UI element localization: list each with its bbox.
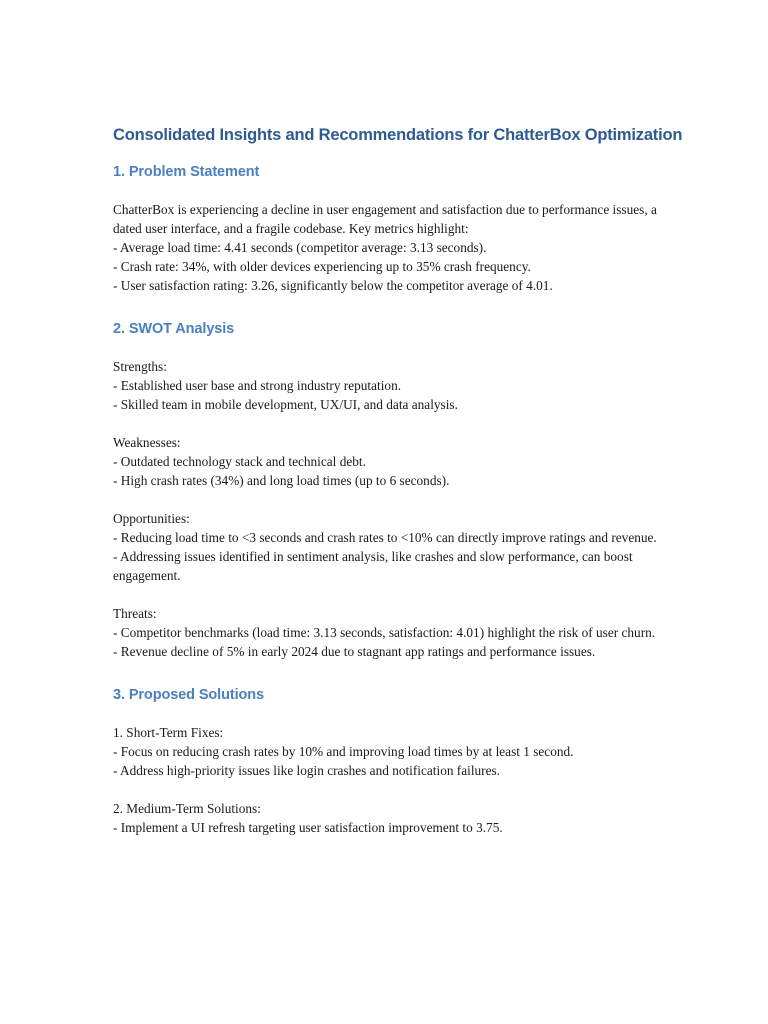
section-heading: 2. SWOT Analysis bbox=[113, 321, 235, 337]
text-line: - Outdated technology stack and technical debt. bbox=[113, 454, 366, 469]
paragraph bbox=[113, 509, 658, 585]
section-gap bbox=[113, 295, 658, 319]
text-line: - Crash rate: 34%, with older devices experiencing up to 35% crash frequency. bbox=[113, 259, 531, 274]
paragraph-gap bbox=[113, 490, 658, 509]
text-line: - Skilled team in mobile development, UX/UI, and data analysis. bbox=[113, 397, 458, 412]
paragraph bbox=[113, 433, 658, 490]
document-page bbox=[113, 124, 683, 837]
text-line: - Focus on reducing crash rates by 10% and improving load times by at least 1 second. bbox=[113, 744, 574, 759]
text-line: 1. Short-Term Fixes: bbox=[113, 725, 224, 740]
text-line: - Revenue decline of 5% in early 2024 due to stagnant app ratings and performance issues. bbox=[113, 644, 596, 659]
text-line: - User satisfaction rating: 3.26, significantly below the competitor average of 4.01. bbox=[113, 278, 553, 293]
section-heading: 3. Proposed Solutions bbox=[113, 687, 264, 703]
paragraph bbox=[113, 357, 658, 414]
text-line: - Competitor benchmarks (load time: 3.13 seconds, satisfaction: 4.01) highlight the risk of user churn. bbox=[113, 625, 656, 640]
text-line: - High crash rates (34%) and long load times (up to 6 seconds). bbox=[113, 473, 450, 488]
paragraph bbox=[113, 604, 658, 661]
text-line: Weaknesses: bbox=[113, 435, 181, 450]
section-heading: 1. Problem Statement bbox=[113, 164, 260, 180]
heading-gap bbox=[113, 705, 658, 723]
text-line: - Addressing issues identified in sentiment analysis, like crashes and slow performance, can boost engagement. bbox=[113, 549, 633, 583]
paragraph bbox=[113, 799, 658, 837]
text-line: ChatterBox is experiencing a decline in user engagement and satisfaction due to performance issues, a dated user interface, and a fragile codebase. Key metrics highlight: bbox=[113, 202, 657, 236]
paragraph bbox=[113, 200, 658, 295]
text-line: - Implement a UI refresh targeting user satisfaction improvement to 3.75. bbox=[113, 820, 503, 835]
text-line: - Average load time: 4.41 seconds (competitor average: 3.13 seconds). bbox=[113, 240, 487, 255]
text-line: - Established user base and strong industry reputation. bbox=[113, 378, 402, 393]
paragraph-gap bbox=[113, 780, 658, 799]
heading-gap bbox=[113, 339, 658, 357]
paragraph bbox=[113, 723, 658, 780]
text-line: 2. Medium-Term Solutions: bbox=[113, 801, 261, 816]
text-line: - Address high-priority issues like login crashes and notification failures. bbox=[113, 763, 501, 778]
text-line: Opportunities: bbox=[113, 511, 190, 526]
document-sections bbox=[113, 162, 658, 837]
section-3 bbox=[113, 685, 658, 837]
text-line: Strengths: bbox=[113, 359, 167, 374]
paragraph-gap bbox=[113, 585, 658, 604]
section-gap bbox=[113, 661, 658, 685]
text-line: - Reducing load time to <3 seconds and crash rates to <10% can directly improve ratings and revenue. bbox=[113, 530, 657, 545]
text-line: Threats: bbox=[113, 606, 157, 621]
heading-gap bbox=[113, 182, 658, 200]
section-1 bbox=[113, 162, 658, 295]
document-title: Consolidated Insights and Recommendations for ChatterBox Optimization bbox=[113, 126, 683, 144]
section-2 bbox=[113, 319, 658, 661]
paragraph-gap bbox=[113, 414, 658, 433]
